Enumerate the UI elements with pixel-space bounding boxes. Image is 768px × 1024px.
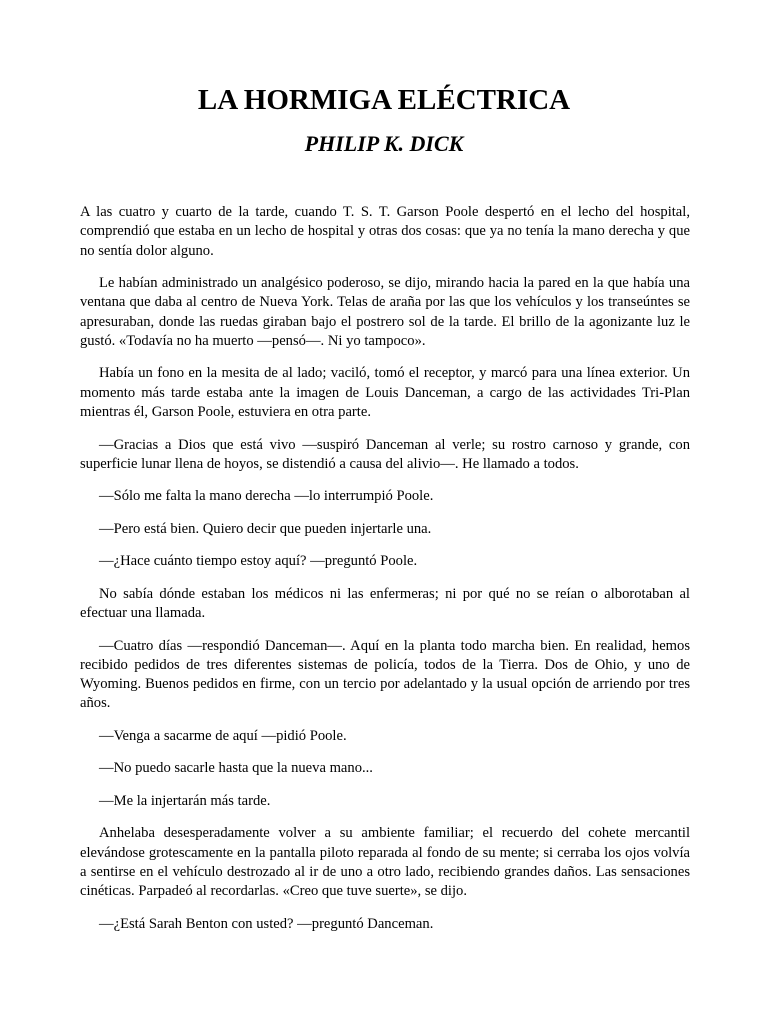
- paragraph: —¿Hace cuánto tiempo estoy aquí? —preguntó Poole.: [99, 553, 418, 570]
- paragraph: Había un fono en la mesita de al lado; vaciló, tomó el receptor, y marcó para una línea exterior. Un momento más tarde estaba ante la imagen de Louis Danceman, a cargo de las actividades Tri-Plan mientras él, Garson Poole, estuviera en otra parte.: [80, 365, 690, 421]
- paragraph: —Venga a sacarme de aquí —pidió Poole.: [99, 727, 347, 744]
- paragraph: —¿Está Sarah Benton con usted? —preguntó Danceman.: [99, 915, 434, 932]
- document-author: PHILIP K. DICK: [304, 131, 464, 156]
- paragraph: Anhelaba desesperadamente volver a su ambiente familiar; el recuerdo del cohete mercantil elevándose grotescamente en la pantalla piloto reparada al fondo de su mente; si cerraba los ojos volvía a sentirse en el vehículo destrozado al ir de uno a otro lado, recibiendo grandes daños. Las sensaciones cinéticas. Parpadeó al recordarlas. «Creo que tuve suerte», se dijo.: [80, 825, 690, 900]
- paragraph: —Cuatro días —respondió Danceman—. Aquí en la planta todo marcha bien. En realidad, hemos recibido pedidos de tres diferentes sistemas de policía, todos de la Tierra. Dos de Ohio, y uno de Wyoming. Buenos pedidos en firme, con un tercio por adelantado y la usual opción de arriendo por tres años.: [80, 637, 690, 712]
- paragraph: —Pero está bien. Quiero decir que pueden injertarle una.: [99, 520, 432, 537]
- paragraph: A las cuatro y cuarto de la tarde, cuando T. S. T. Garson Poole despertó en el lecho del hospital, comprendió que estaba en un lecho de hospital y otras dos cosas: que ya no tenía la mano derecha y que no sentía dolor alguno.: [80, 204, 690, 259]
- paragraph: —Sólo me falta la mano derecha —lo interrumpió Poole.: [99, 488, 434, 505]
- paragraph: Le habían administrado un analgésico poderoso, se dijo, mirando hacia la pared en la que había una ventana que daba al centro de Nueva York. Telas de araña por las que los vehículos y los transeúntes se apresuraban, donde las ruedas giraban bajo el postrero sol de la tarde. El brillo de la agonizante luz le gustó. «Todavía no ha muerto —pensó—. Ni yo tampoco».: [80, 275, 690, 349]
- paragraph: No sabía dónde estaban los médicos ni las enfermeras; ni por qué no se reían o alborotaban al efectuar una llamada.: [80, 585, 690, 622]
- document-body: [80, 203, 690, 947]
- paragraph: —No puedo sacarle hasta que la nueva mano...: [99, 760, 373, 777]
- paragraph: —Me la injertarán más tarde.: [99, 792, 271, 809]
- document-title: LA HORMIGA ELÉCTRICA: [197, 84, 571, 116]
- paragraph: —Gracias a Dios que está vivo —suspiró Danceman al verle; su rostro carnoso y grande, con superficie lunar llena de hoyos, se distendió a causa del alivio—. He llamado a todos.: [80, 436, 690, 472]
